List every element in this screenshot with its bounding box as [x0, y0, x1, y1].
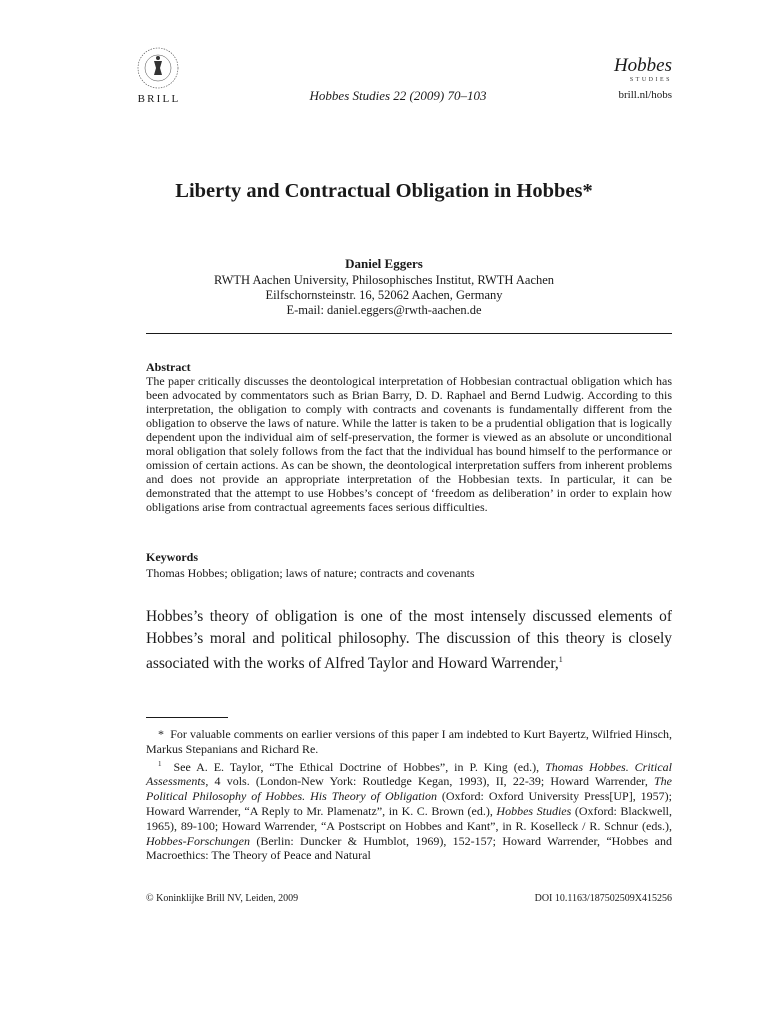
footnote-title-italic: Hobbes-Forschungen [146, 833, 250, 848]
footnote-mark: 1 [158, 759, 162, 768]
body-text: Hobbes’s theory of obligation is one of the most intensely discussed elements of Hobbes’s moral and political philosophy. The discussion of this theory is closely associated with the works of Alfred Taylor and Howard Warrender, [146, 608, 672, 673]
copyright-notice: © Koninklijke Brill NV, Leiden, 2009 [146, 893, 299, 904]
affiliation-line: RWTH Aachen University, Philosophisches Institut, RWTH Aachen [213, 273, 555, 287]
title-divider [146, 333, 672, 334]
footnote-divider [146, 717, 228, 718]
journal-citation: Hobbes Studies 22 (2009) 70–103 [309, 88, 487, 103]
journal-subtitle: STUDIES [629, 77, 672, 83]
doi[interactable]: DOI 10.1163/187502509X415256 [534, 893, 672, 904]
author-email[interactable]: E-mail: daniel.eggers@rwth-aachen.de [286, 303, 482, 317]
footnote-segment: (Berlin: Duncker & Humblot, 1969), 152-157; Howard Warrender, “Hobbes and Macroethics: The Theory of Peace and Natural [146, 833, 672, 863]
body-paragraph [146, 606, 672, 675]
journal-name: Hobbes [613, 55, 672, 76]
footnote-title-italic: Thomas Hobbes. Critical Assessments [146, 759, 673, 789]
affiliation-line: Eilfschornsteinstr. 16, 52062 Aachen, Germany [265, 288, 503, 302]
journal-url[interactable]: brill.nl/hobs [618, 89, 672, 101]
footnote-segment: , 4 vols. (London-New York: Routledge Kegan, 1993), II, 22-39; Howard Warrender, [205, 774, 654, 789]
footnotes [146, 727, 672, 863]
abstract-heading: Abstract [146, 360, 191, 374]
publisher-name: BRILL [137, 93, 181, 105]
footnote-text: For valuable comments on earlier versions of this paper I am indebted to Kurt Bayertz, Wilfried Hinsch, Markus Stepanians and Richard Re. [146, 727, 673, 756]
brill-logo [136, 46, 180, 90]
footnote-segment: See A. E. Taylor, “The Ethical Doctrine of Hobbes”, in P. King (ed.), [173, 759, 546, 774]
footnote-segment: (Oxford: Blackwell, 1965), 89-100; Howard Warrender, “A Postscript on Hobbes and Kant”, in R. Koselleck / R. Schnur (eds.), [146, 803, 673, 833]
author-name: Daniel Eggers [345, 256, 423, 271]
footnote-text [146, 760, 672, 863]
keywords-text: Thomas Hobbes; obligation; laws of nature; contracts and covenants [146, 566, 475, 580]
footnote-1 [146, 757, 672, 864]
abstract-text: The paper critically discusses the deontological interpretation of Hobbesian contractual obligation which has been advocated by commentators such as Brian Barry, D. D. Raphael and Bernd Ludwig. According to this interpretation, the obligation to comply with contracts and covenants is fundamentally different from the obligation to observe the laws of nature. While the latter is taken to be a prudential obligation that is logically dependent upon the individual aim of self-preservation, the former is viewed as an absolute or unconditional moral obligation that solely follows from the fact that the individual has bound himself to the performance or omission of certain actions. As can be shown, the deontological interpretation suffers from inherent problems and does not provide an appropriate interpretation of the Hobbesian texts. In particular, it can be demonstrated that the attempt to use Hobbes’s concept of ‘freedom as deliberation’ in order to explain how obligations arise from contractual agreements faces serious difficulties. [146, 374, 672, 514]
footnote-title-italic: The Political Philosophy of Hobbes. His Theory of Obligation [146, 774, 672, 804]
footnote-star [146, 727, 672, 757]
footnote-reference[interactable]: 1 [558, 655, 563, 664]
footnote-segment: (Oxford: Oxford University Press[UP], 1957); Howard Warrender, “A Reply to Mr. Plamenatz”, in K. C. Brown (ed.), [146, 789, 672, 818]
footnote-title-italic: Hobbes Studies [496, 803, 572, 818]
footnote-mark: * [158, 727, 164, 741]
keywords-heading: Keywords [146, 550, 198, 564]
article-title: Liberty and Contractual Obligation in Hobbes* [175, 180, 593, 202]
